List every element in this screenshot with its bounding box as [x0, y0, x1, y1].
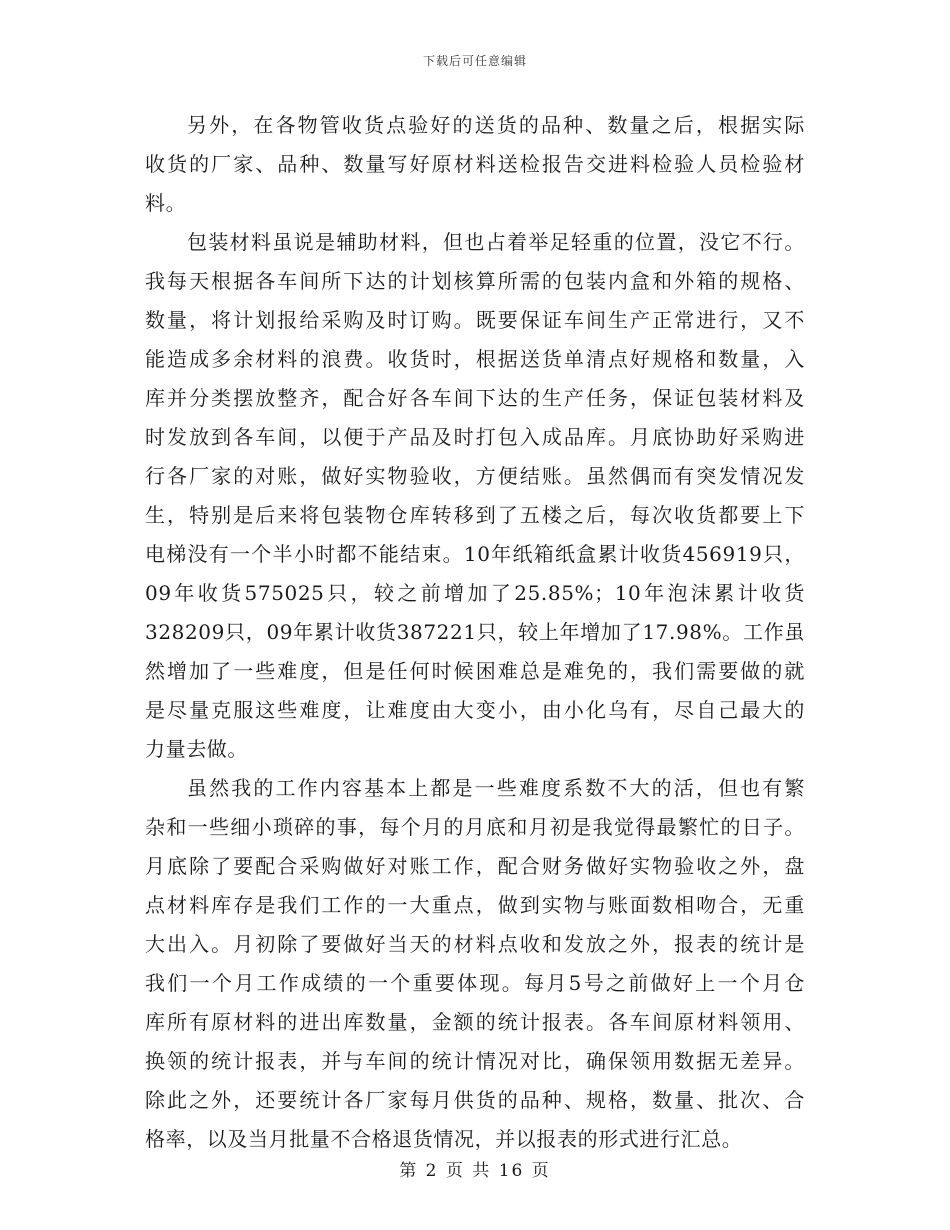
document-body	[145, 106, 805, 1159]
paragraph	[145, 223, 805, 769]
paragraph-line: 库所有原材料的进出库数量，金额的统计报表。各车间原材料领用、	[145, 1010, 805, 1034]
page-number: 第 2 页 共 16 页	[399, 1161, 551, 1181]
paragraph-line: 换领的统计报表，并与车间的统计情况对比，确保领用数据无差异。	[145, 1049, 805, 1073]
paragraph-line: 我们一个月工作成绩的一个重要体现。每月5号之前做好上一个月仓	[145, 971, 805, 995]
paragraph-line: 然增加了一些难度，但是任何时候困难总是难免的，我们需要做的就	[145, 659, 805, 683]
paragraph-line: 格率，以及当月批量不合格退货情况，并以报表的形式进行汇总。	[145, 1127, 743, 1151]
paragraph	[145, 769, 805, 1159]
paragraph-line: 数量，将计划报给采购及时订购。既要保证车间生产正常进行，又不	[145, 308, 805, 332]
paragraph-line: 328209只，09年累计收货387221只，较上年增加了17.98%。工作虽	[145, 620, 805, 644]
paragraph-line: 09年收货575025只，较之前增加了25.85%；10年泡沫累计收货	[145, 581, 805, 605]
paragraph-line: 虽然我的工作内容基本上都是一些难度系数不大的活，但也有繁	[187, 776, 805, 800]
paragraph-line: 是尽量克服这些难度，让难度由大变小，由小化乌有，尽自己最大的	[145, 698, 805, 722]
page-header: 下载后可任意编辑	[422, 54, 527, 68]
paragraph-line: 能造成多余材料的浪费。收货时，根据送货单清点好规格和数量，入	[145, 347, 805, 371]
paragraph	[145, 106, 805, 223]
paragraph-line: 包装材料虽说是辅助材料，但也占着举足轻重的位置，没它不行。	[187, 230, 805, 254]
paragraph-line: 电梯没有一个半小时都不能结束。10年纸箱纸盒累计收货456919只，	[145, 542, 805, 566]
paragraph-line: 行各厂家的对账，做好实物验收，方便结账。虽然偶而有突发情况发	[145, 464, 805, 488]
paragraph-line: 点材料库存是我们工作的一大重点，做到实物与账面数相吻合，无重	[145, 893, 805, 917]
paragraph-line: 大出入。月初除了要做好当天的材料点收和发放之外，报表的统计是	[145, 932, 805, 956]
paragraph-line: 我每天根据各车间所下达的计划核算所需的包装内盒和外箱的规格、	[145, 269, 805, 293]
paragraph-line: 月底除了要配合采购做好对账工作，配合财务做好实物验收之外，盘	[145, 854, 805, 878]
paragraph-line: 生，特别是后来将包装物仓库转移到了五楼之后，每次收货都要上下	[145, 503, 805, 527]
paragraph-line: 料。	[145, 191, 187, 215]
paragraph-line: 杂和一些细小琐碎的事，每个月的月底和月初是我觉得最繁忙的日子。	[145, 815, 805, 839]
paragraph-line: 另外，在各物管收货点验好的送货的品种、数量之后，根据实际	[187, 113, 805, 137]
paragraph-line: 收货的厂家、品种、数量写好原材料送检报告交进料检验人员检验材	[145, 152, 805, 176]
paragraph-line: 库并分类摆放整齐，配合好各车间下达的生产任务，保证包装材料及	[145, 386, 805, 410]
paragraph-line: 除此之外，还要统计各厂家每月供货的品种、规格，数量、批次、合	[145, 1088, 805, 1112]
paragraph-line: 力量去做。	[145, 737, 248, 761]
paragraph-line: 时发放到各车间，以便于产品及时打包入成品库。月底协助好采购进	[145, 425, 805, 449]
